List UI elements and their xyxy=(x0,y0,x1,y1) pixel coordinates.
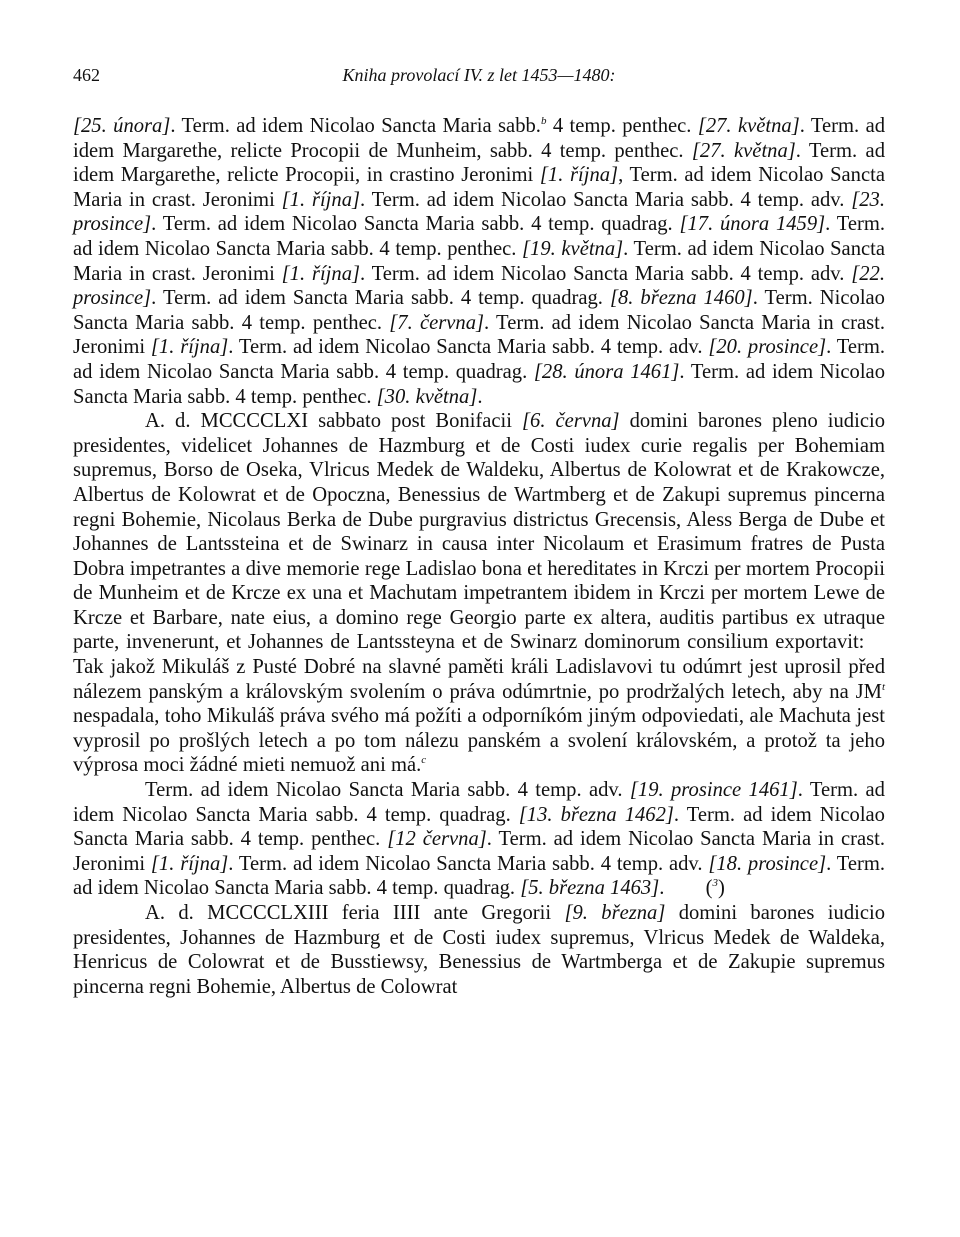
text-run: . Term. ad idem Sancta Maria sabb. 4 temp. quadrag. xyxy=(151,287,610,310)
editorial-date: [12 června] xyxy=(387,828,487,851)
text-run: . Term. ad idem Nicolao Sancta Maria sabb. 4 temp. quadrag. xyxy=(73,852,886,900)
page-number: 462 xyxy=(73,65,100,85)
text-run: domini barones pleno iudicio presidentes, videlicet Johannes de Hazmburg et de Costi iudex curie regalis per Bohemiam supremus, Borso de Oseka, Vlricus Medek de Waldeku, Albertus de Kolowrat et de Krakowcze, Albertus de Kolowrat et de Opoczna, Benessius de Wartmberg et de Zakupi supremus pincerna regni Bohemie, Nicolaus Berka de Dube purgravius districtus Grecensis, Aless Berga de Dube et Johannes de Lantssteina et de Swinarz in causa inter Nicolaum et Erasimum fratres de Pusta Dobra impetrantes a dive memorie rege Ladislao bona et hereditates in Krczi per mortem Procopii de Munheim et de Krcze ex una et Machutam impetrantem ibidem in Krczi per mortem Lewe de Krcze et Barbare, nate eius, a domino rege Georgio parte ex altera, auditis partibus ex utraque parte, invenerunt, et Johannes de Lantssteyna et de Swinarz dominorum consilium exportavit: Tak jakož Mikuláš z Pusté Dobré na slavné paměti králi Ladislavovi tu odúmrt jest uprosil před nálezem panským a královským svolením o práva odúmrtnie, po prodržalých letech, aby na JM xyxy=(73,410,885,703)
text-run: A. d. MCCCCLXI sabbato post Bonifacii xyxy=(145,410,523,433)
editorial-date: [17. února 1459] xyxy=(679,213,826,236)
text-run: ) xyxy=(717,877,725,900)
paragraph xyxy=(73,409,885,778)
editorial-date: [1. října] xyxy=(150,336,229,359)
text-run: . Term. ad idem Nicolao Sancta Maria sabb. 4 temp. quadrag. xyxy=(73,779,885,826)
text-run: . Term. ad idem Nicolao Sancta Maria sabb. 4 temp. adv. xyxy=(228,852,709,875)
editorial-date: [30. května] xyxy=(376,385,478,408)
text-run: . Term. ad idem Nicolao Sancta Maria sabb. 4 temp. quadrag. xyxy=(151,213,680,236)
editorial-date: [1. října] xyxy=(281,188,361,211)
footnote-marker: b xyxy=(540,115,547,128)
text-run: . Term. ad idem Margarethe, relicte Procopii, in crastino Jeronimi xyxy=(73,139,885,187)
text-run: . xyxy=(477,385,483,408)
editorial-date: [27. května] xyxy=(691,139,796,162)
editorial-date: [1. října] xyxy=(150,852,229,875)
editorial-date: [7. června] xyxy=(389,311,485,334)
text-run: Term. ad idem Nicolao Sancta Maria sabb. 4 temp. adv. xyxy=(145,779,630,802)
editorial-date: [1. října] xyxy=(539,164,619,187)
body-text xyxy=(73,114,885,999)
editorial-date: [18. prosince] xyxy=(708,852,827,875)
text-run: . Term. ad idem Nicolao Sancta Maria in crast. Jeronimi xyxy=(73,828,885,875)
text-run: . Term. ad idem Nicolao Sancta Maria sabb. xyxy=(170,115,541,137)
text-run: . Term. ad idem Nicolao Sancta Maria in crast. Jeronimi xyxy=(73,237,885,285)
text-run: . Term. ad idem Nicolao Sancta Maria sabb. 4 temp. penthec. xyxy=(73,360,885,408)
editorial-date: [1. října] xyxy=(281,262,361,285)
text-run: . Term. ad idem Nicolao Sancta Maria sabb. 4 temp. adv. xyxy=(360,188,852,211)
footnote-marker: t xyxy=(881,680,885,693)
editorial-date: [27. května] xyxy=(697,115,800,137)
editorial-date: [9. března] xyxy=(564,902,666,924)
text-run: . Term. ad idem Nicolao Sancta Maria sabb. 4 temp. adv. xyxy=(360,262,852,285)
document-page xyxy=(73,60,885,999)
text-run: 4 temp. penthec. xyxy=(546,115,698,137)
editorial-date: [23. prosince] xyxy=(73,188,885,236)
text-run: . ( xyxy=(659,877,713,900)
text-run: domini barones iudicio presidentes, Johannes de Hazmburg et de Costi iudex supremus, Vlricus Medek de Waldeka, Henricus de Colowrat et de Busstiewsy, Benessius de Wartmberga et de Zakupie supremus pincerna regni Bohemie, Albertus de Colowrat xyxy=(73,902,885,998)
editorial-date: [6. června] xyxy=(522,410,620,433)
footnote-marker: 3 xyxy=(712,877,718,890)
text-run: . Term. ad idem Nicolao Sancta Maria sabb. 4 temp. penthec. xyxy=(73,803,885,851)
text-run: . Term. ad idem Nicolao Sancta Maria sabb. 4 temp. quadrag. xyxy=(73,336,886,383)
text-run: . Term. ad idem Margarethe, relicte Procopii de Munheim, sabb. 4 temp. penthec. xyxy=(73,115,886,162)
editorial-date: [22. prosince] xyxy=(73,262,885,310)
text-run: nespadala, toho Mikuláš práva svého má požíti a odporníkóm jiným odpoviedati, ale Machuta jest vyprosil po prošlých letech a po tom nálezu panském a svolení královském, a protož ta jeho výprosa moci žádné mieti nemuož ani má. xyxy=(73,705,885,777)
editorial-date: [20. prosince] xyxy=(708,336,827,359)
editorial-date: [19. května] xyxy=(522,237,624,260)
text-run: A. d. MCCCCLXIII feria IIII ante Gregorii xyxy=(145,902,565,924)
editorial-date: [5. března 1463] xyxy=(520,877,660,900)
page-header xyxy=(73,60,885,90)
text-run: , Term. ad idem Nicolao Sancta Maria in crast. Jeronimi xyxy=(73,164,885,211)
paragraph xyxy=(73,901,885,999)
text-run: . Term. ad idem Nicolao Sancta Maria sabb. 4 temp. adv. xyxy=(228,336,709,359)
paragraph xyxy=(73,114,885,409)
running-title: Kniha provolací IV. z let 1453—1480: xyxy=(342,65,616,85)
footnote-marker: c xyxy=(421,754,427,767)
text-run: . Term. ad idem Nicolao Sancta Maria sabb. 4 temp. penthec. xyxy=(73,213,885,260)
editorial-date: [25. února] xyxy=(73,115,171,137)
editorial-date: [8. března 1460] xyxy=(609,287,753,310)
text-run: . Term. ad idem Nicolao Sancta Maria in crast. Jeronimi xyxy=(73,311,886,359)
text-run: . Term. Nicolao Sancta Maria sabb. 4 temp. penthec. xyxy=(73,287,885,334)
editorial-date: [13. března 1462] xyxy=(518,803,674,826)
paragraph xyxy=(73,778,885,901)
editorial-date: [19. prosince 1461] xyxy=(629,779,798,802)
editorial-date: [28. února 1461] xyxy=(533,360,680,383)
